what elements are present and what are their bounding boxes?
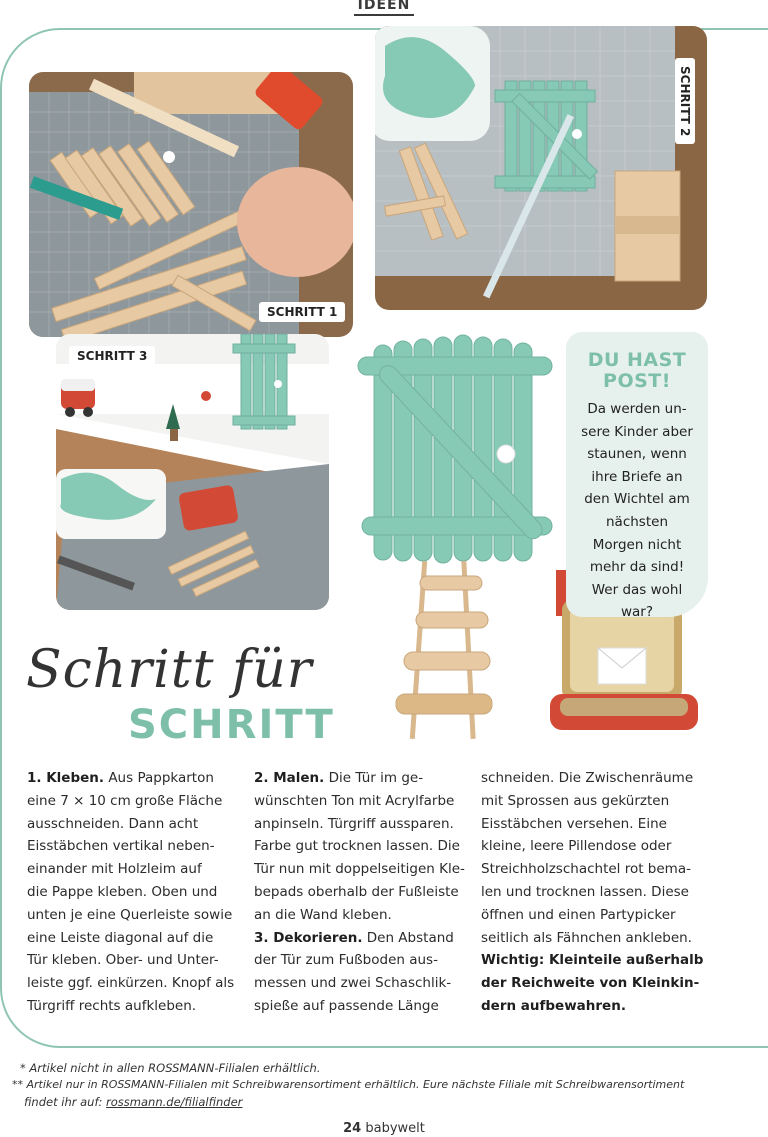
footnote-3: findet ihr auf: rossmann.de/filialfinder: [24, 1095, 243, 1109]
label-step-3: SCHRITT 3: [69, 346, 155, 366]
warning-line: dern aufbewahren.: [481, 997, 626, 1014]
step-line: wünschten Ton mit Acrylfarbe: [254, 792, 455, 809]
filialfinder-link[interactable]: rossmann.de/filialfinder: [106, 1095, 243, 1109]
photo-step-3: [56, 334, 329, 610]
step-line: len und trocknen lassen. Diese: [481, 883, 689, 900]
page-number: 24: [343, 1121, 362, 1136]
tip-text-line: war?: [620, 604, 654, 621]
tip-text-line: Morgen nicht: [592, 536, 682, 553]
page-footer: [0, 1121, 768, 1136]
tip-heading-line-2: POST!: [603, 370, 671, 392]
tip-text-line: mehr da sind!: [589, 559, 685, 576]
ladder-cutout-image: [394, 556, 494, 740]
footnote-2: ** Artikel nur in ROSSMANN-Filialen mit Schreibwarensortiment erhältlich. Eure nächste Filiale mit Schreibwarensortiment: [12, 1078, 685, 1091]
step-line: spieße auf passende Länge: [254, 997, 439, 1014]
step-line: Streichholzschachtel rot bema-: [481, 861, 691, 878]
step-line: schneiden. Die Zwischenräume: [481, 770, 694, 786]
step-heading: 3. Dekorieren.: [254, 929, 363, 946]
step-heading: 2. Malen.: [254, 770, 325, 786]
step-line: leiste ggf. einkürzen. Knopf als: [27, 975, 235, 992]
step-line: Eisstäbchen versehen. Eine: [481, 815, 667, 832]
step-line: 3. Dekorieren. Den Abstand: [254, 929, 454, 946]
section-title: IDEEN: [0, 0, 768, 13]
step-line: 1. Kleben. Aus Pappkarton: [27, 770, 214, 786]
step-line: an die Wand kleben.: [254, 906, 392, 923]
step-column-1: [27, 767, 245, 1018]
tip-text-line: sere Kinder aber: [581, 423, 693, 440]
tip-text-line: Da werden un-: [587, 401, 687, 417]
step-line: einander mit Holzleim auf: [27, 861, 202, 878]
step-line: Farbe gut trocknen lassen. Die: [254, 838, 460, 855]
tip-heading: [566, 350, 708, 392]
step-line: Tür nun mit doppelseitigen Kle-: [254, 861, 465, 878]
label-step-1: SCHRITT 1: [259, 302, 345, 322]
step-heading: 1. Kleben.: [27, 770, 105, 786]
door-cutout-image: [356, 333, 556, 568]
step-line: ausschneiden. Dann acht: [27, 815, 199, 832]
step-line: kleine, leere Pillendose oder: [481, 838, 672, 855]
step-line: unten je eine Querleiste sowie: [27, 906, 233, 923]
footnote-1: * Artikel nicht in allen ROSSMANN-Filialen erhältlich.: [20, 1061, 321, 1075]
step-line: eine 7 × 10 cm große Fläche: [27, 792, 223, 809]
label-step-2: SCHRITT 2: [675, 58, 695, 144]
title-main: SCHRITT: [128, 702, 335, 748]
tip-text: [572, 398, 702, 624]
photo-step-1: [29, 72, 353, 337]
step-line: Tür kleben. Ober- und Unter-: [27, 952, 219, 969]
step-line: die Pappe kleben. Oben und: [27, 883, 218, 900]
magazine-name: babywelt: [365, 1121, 425, 1136]
step-line: anpinseln. Türgriff aussparen.: [254, 815, 454, 832]
step-line: mit Sprossen aus gekürzten: [481, 792, 670, 809]
step-line: Türgriff rechts aufkleben.: [27, 997, 197, 1014]
tip-text-line: Wer das wohl: [591, 581, 683, 598]
title-script: Schritt für: [26, 640, 313, 700]
tip-text-line: nächsten: [606, 513, 668, 530]
warning-line: Wichtig: Kleinteile außerhalb: [481, 952, 704, 969]
step-line: der Tür zum Fußboden aus-: [254, 952, 438, 969]
step-line: eine Leiste diagonal auf die: [27, 929, 214, 946]
step-line: 2. Malen. Die Tür im ge-: [254, 770, 424, 786]
warning-line: der Reichweite von Kleinkin-: [481, 975, 700, 992]
step-column-2: [254, 767, 474, 1018]
step-line: öffnen und einen Partypicker: [481, 906, 676, 923]
step-column-3: [481, 767, 707, 1018]
step-line: messen und zwei Schaschlik-: [254, 975, 452, 992]
tip-text-line: staunen, wenn: [587, 446, 687, 463]
tip-text-line: ihre Briefe an: [591, 468, 683, 485]
step-line: bepads oberhalb der Fußleiste: [254, 883, 459, 900]
tip-heading-line-1: DU HAST: [587, 349, 687, 371]
photo-step-2: [375, 26, 707, 310]
step-line: seitlich als Fähnchen ankleben.: [481, 929, 692, 946]
step-line: Eisstäbchen vertikal neben-: [27, 838, 215, 855]
tip-text-line: den Wichtel am: [584, 491, 690, 508]
